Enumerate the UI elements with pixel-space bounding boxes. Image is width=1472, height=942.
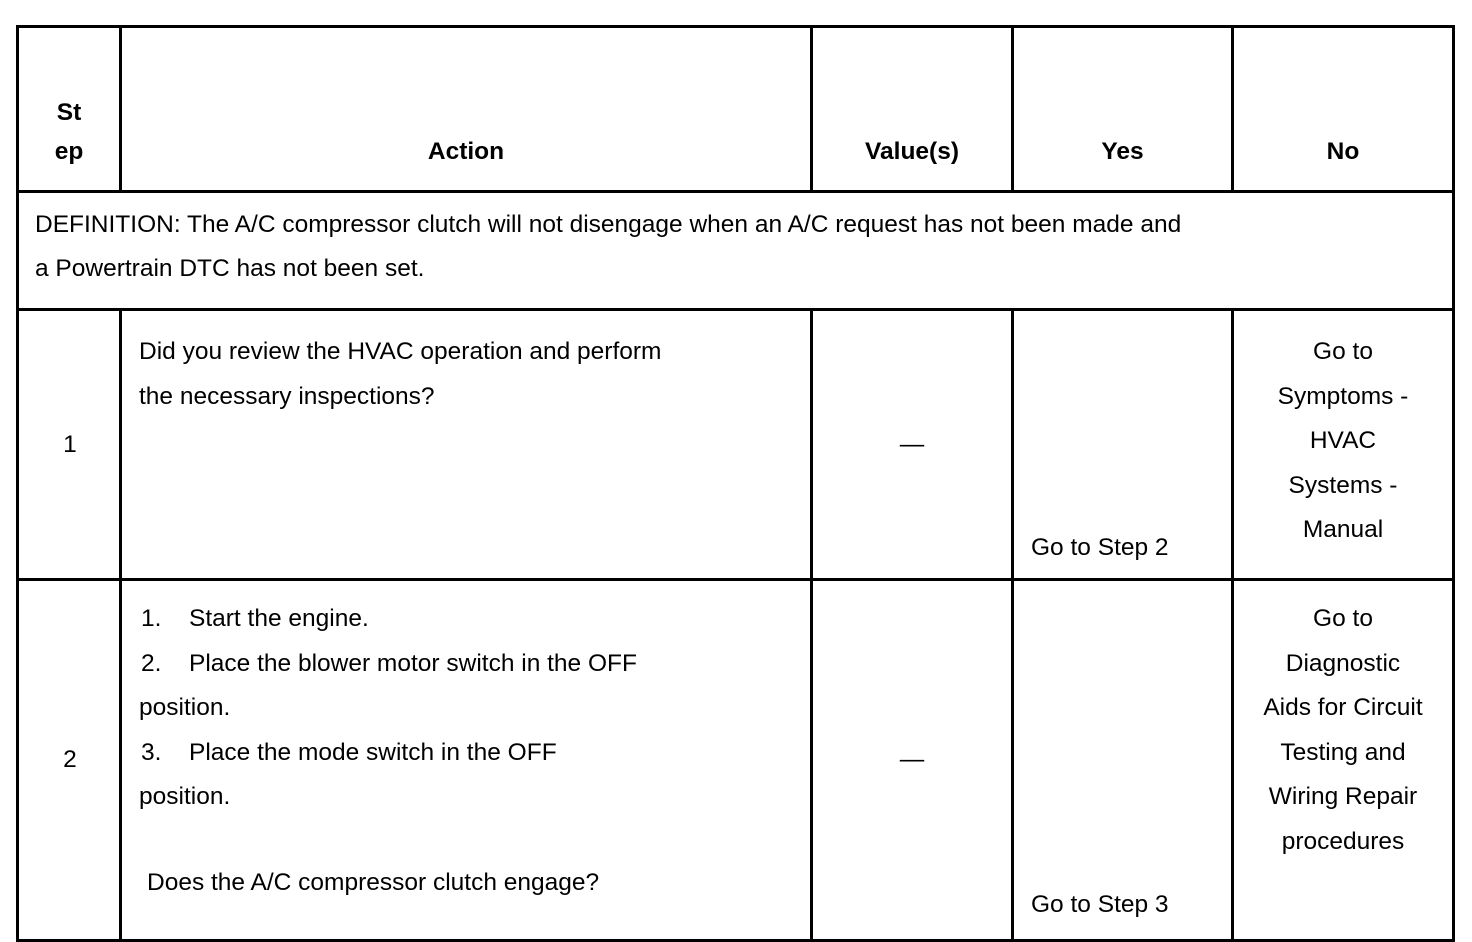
diagnostic-table [16, 25, 1455, 942]
table-row [18, 580, 1454, 941]
action-text: Did you review the HVAC operation and perform [139, 338, 662, 365]
no-cell [1233, 310, 1454, 580]
header-values: Value(s) [812, 27, 1013, 192]
header-yes: Yes [1013, 27, 1233, 192]
yes-cell: Go to Step 3 [1013, 580, 1233, 941]
definition-line1: DEFINITION: The A/C compressor clutch will not disengage when an A/C request has not been made and [35, 211, 1182, 238]
no-line: Aids for Circuit [1263, 694, 1423, 721]
no-cell [1233, 580, 1454, 941]
definition-line2: a Powertrain DTC has not been set. [35, 255, 425, 282]
header-row [18, 27, 1454, 192]
action-list-item [139, 597, 810, 642]
header-no: No [1233, 27, 1454, 192]
value-cell: — [812, 580, 1013, 941]
action-list-item [139, 642, 810, 687]
no-line: Wiring Repair [1268, 783, 1418, 810]
no-line: Go to [1313, 605, 1373, 632]
list-number: 2. [141, 649, 162, 677]
list-text: Start the engine. [189, 605, 369, 632]
action-cell [121, 580, 812, 941]
action-list-item [139, 731, 810, 776]
no-line: Go to [1313, 338, 1373, 365]
no-line: Diagnostic [1285, 649, 1401, 677]
no-line: HVAC [1309, 427, 1377, 454]
list-number: 3. [141, 738, 162, 766]
no-line: Systems - [1288, 471, 1398, 499]
list-number: 1. [141, 605, 162, 632]
no-line: Testing and [1280, 738, 1406, 766]
value-cell: — [812, 310, 1013, 580]
yes-cell: Go to Step 2 [1013, 310, 1233, 580]
action-list-continuation: position. [139, 694, 231, 721]
header-action: Action [121, 27, 812, 192]
list-text: Place the mode switch in the OFF [189, 738, 557, 766]
table-row [18, 310, 1454, 580]
list-text: Place the blower motor switch in the OFF [189, 649, 637, 677]
action-text: the necessary inspections? [139, 382, 435, 410]
definition-cell [18, 192, 1454, 310]
action-question: Does the A/C compressor clutch engage? [147, 868, 600, 896]
action-cell [121, 310, 812, 580]
no-line: Symptoms - [1277, 382, 1409, 410]
header-step-line2: ep [54, 138, 84, 165]
no-line: procedures [1281, 827, 1405, 855]
action-list-continuation: position. [139, 783, 231, 810]
step-number: 1 [18, 310, 121, 580]
no-line: Manual [1302, 516, 1384, 543]
definition-row [18, 192, 1454, 310]
header-step-line1: St [56, 99, 82, 126]
step-number: 2 [18, 580, 121, 941]
header-step [18, 27, 121, 192]
